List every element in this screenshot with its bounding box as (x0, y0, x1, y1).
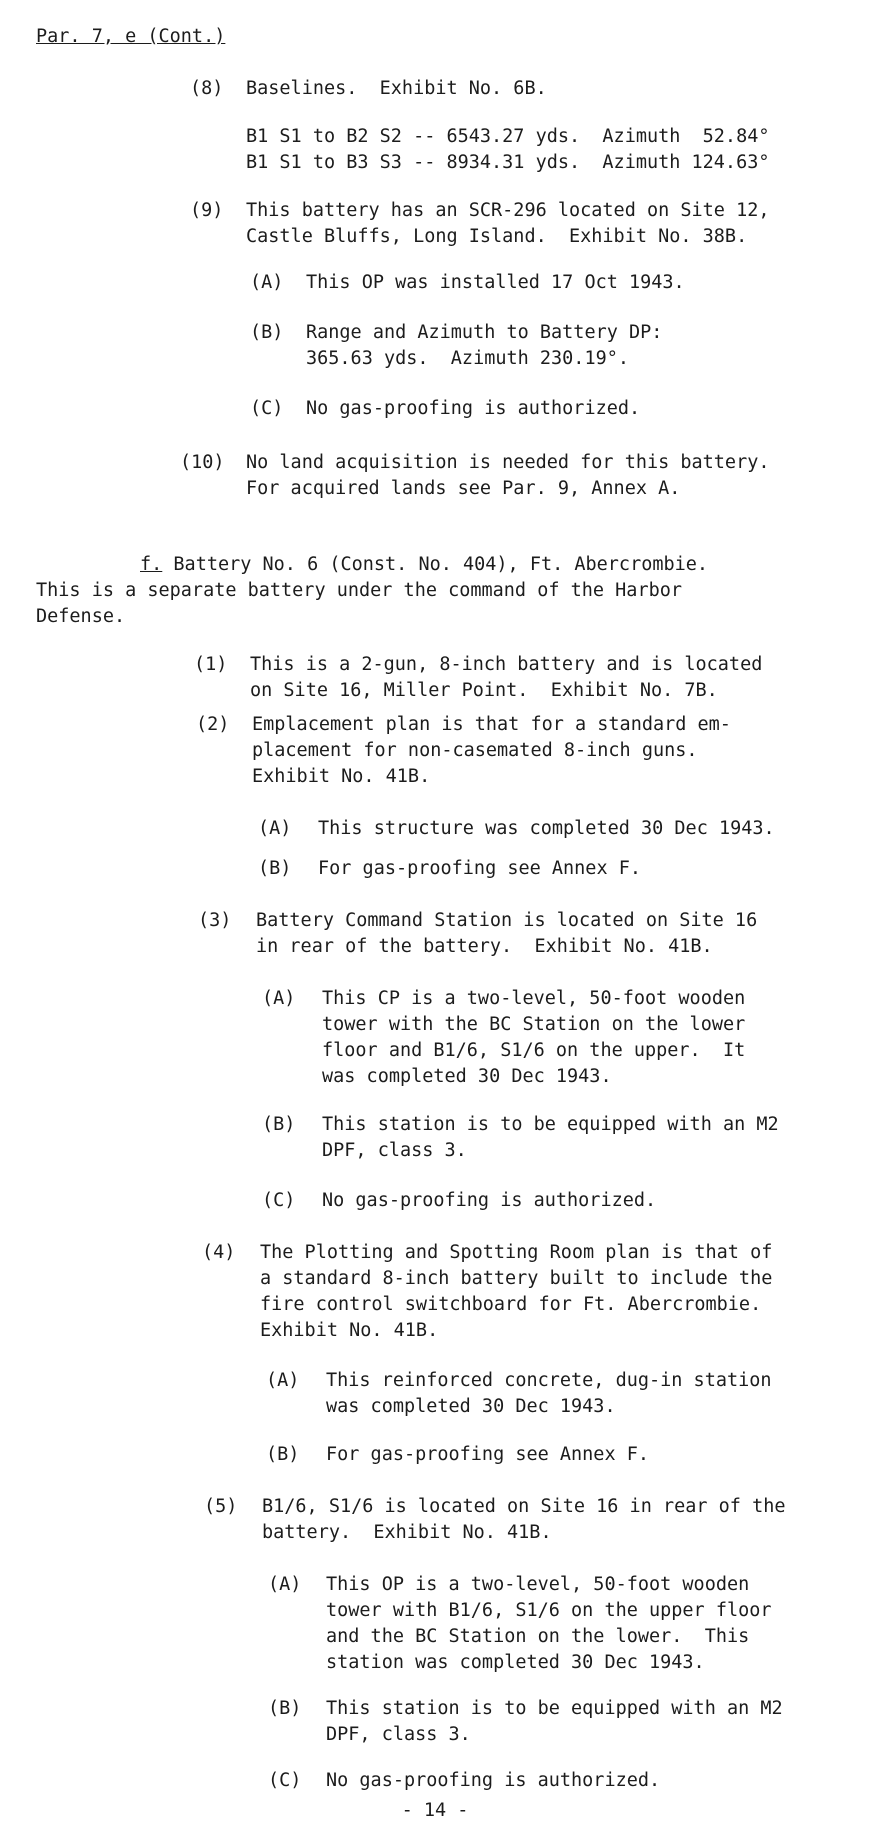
item-number: (A) (258, 818, 292, 839)
item-number: (B) (268, 1698, 302, 1719)
section-letter: f. (140, 554, 163, 575)
item-number: (10) (180, 452, 225, 473)
item-text-line: This reinforced concrete, dug-in station (326, 1370, 772, 1391)
item-text-line: This is a 2-gun, 8-inch battery and is located (250, 654, 763, 675)
item-text-line: in rear of the battery. Exhibit No. 41B. (256, 936, 713, 957)
item-4-A (266, 1368, 866, 1420)
item-text-line: on Site 16, Miller Point. Exhibit No. 7B. (250, 680, 718, 701)
item-text-line: This station is to be equipped with an M2 (322, 1114, 779, 1135)
baseline-table (246, 124, 846, 176)
item-text-line: No gas-proofing is authorized. (326, 1770, 661, 1791)
item-3-A (262, 986, 862, 1090)
item-text-line: floor and B1/6, S1/6 on the upper. It (322, 1040, 746, 1061)
item-text-line: B1/6, S1/6 is located on Site 16 in rear of the (262, 1496, 786, 1517)
item-number: (B) (250, 322, 284, 343)
item-2-A (258, 816, 858, 842)
item-9-C (250, 396, 850, 422)
item-2 (196, 712, 846, 790)
item-number: (3) (198, 910, 232, 931)
item-text-line: This CP is a two-level, 50-foot wooden (322, 988, 746, 1009)
item-text-line: For gas-proofing see Annex F. (326, 1444, 650, 1465)
item-number: (9) (190, 200, 224, 221)
item-10 (180, 450, 860, 502)
item-3-C (262, 1188, 862, 1214)
item-1 (194, 652, 844, 704)
item-9-B (250, 320, 850, 372)
item-8 (190, 76, 840, 102)
item-3 (198, 908, 848, 960)
item-number: (C) (268, 1770, 302, 1791)
item-text-line: a standard 8-inch battery built to include the (260, 1268, 773, 1289)
item-number: (B) (258, 858, 292, 879)
item-number: (1) (194, 654, 228, 675)
item-4 (202, 1240, 862, 1344)
item-text-line: No gas-proofing is authorized. (306, 398, 641, 419)
item-text-line: For gas-proofing see Annex F. (318, 858, 642, 879)
baseline-line: B1 S1 to B3 S3 -- 8934.31 yds. Azimuth 124.63° (246, 152, 770, 173)
section-f-line: Defense. (36, 606, 126, 627)
item-4-B (266, 1442, 866, 1468)
item-text-line: For acquired lands see Par. 9, Annex A. (246, 478, 681, 499)
item-number: (4) (202, 1242, 236, 1263)
item-5-C (268, 1768, 868, 1794)
item-text-line: This OP was installed 17 Oct 1943. (306, 272, 685, 293)
item-5 (204, 1494, 864, 1546)
item-text-line: was completed 30 Dec 1943. (326, 1396, 616, 1417)
item-text-line: This structure was completed 30 Dec 1943. (318, 818, 775, 839)
item-number: (A) (250, 272, 284, 293)
item-text-line: 365.63 yds. Azimuth 230.19°. (306, 348, 630, 369)
item-number: (A) (262, 988, 296, 1009)
item-text-line: Castle Bluffs, Long Island. Exhibit No. 38B. (246, 226, 748, 247)
item-text-line: was completed 30 Dec 1943. (322, 1066, 612, 1087)
item-5-B (268, 1696, 868, 1748)
item-number: (B) (262, 1114, 296, 1135)
baseline-line: B1 S1 to B2 S2 -- 6543.27 yds. Azimuth 52.84° (246, 126, 770, 147)
item-text-line: Emplacement plan is that for a standard em- (252, 714, 731, 735)
item-number: (8) (190, 78, 224, 99)
item-number: (C) (250, 398, 284, 419)
item-text-line: DPF, class 3. (322, 1140, 467, 1161)
item-text-line: Range and Azimuth to Battery DP: (306, 322, 663, 343)
item-text-line: station was completed 30 Dec 1943. (326, 1652, 705, 1673)
item-text-line: DPF, class 3. (326, 1724, 471, 1745)
item-text-line: No land acquisition is needed for this battery. (246, 452, 770, 473)
item-text-line: battery. Exhibit No. 41B. (262, 1522, 552, 1543)
item-text-line: tower with B1/6, S1/6 on the upper floor (326, 1600, 772, 1621)
section-f-first-line (36, 552, 836, 578)
item-text-line: and the BC Station on the lower. This (326, 1626, 750, 1647)
item-number: (B) (266, 1444, 300, 1465)
item-text-line: Battery Command Station is located on Site 16 (256, 910, 758, 931)
item-text-line: No gas-proofing is authorized. (322, 1190, 657, 1211)
item-text-line: This OP is a two-level, 50-foot wooden (326, 1574, 750, 1595)
item-text-line: placement for non-casemated 8-inch guns. (252, 740, 698, 761)
item-text-line: This battery has an SCR-296 located on Site 12, (246, 200, 770, 221)
item-number: (A) (268, 1574, 302, 1595)
item-5-A (268, 1572, 868, 1676)
item-text-line: Exhibit No. 41B. (252, 766, 431, 787)
item-number: (A) (266, 1370, 300, 1391)
item-9-A (250, 270, 850, 296)
item-text-line: Exhibit No. 41B. (260, 1320, 439, 1341)
item-3-B (262, 1112, 862, 1164)
item-text-line: tower with the BC Station on the lower (322, 1014, 746, 1035)
item-number: (5) (204, 1496, 238, 1517)
item-number: (2) (196, 714, 230, 735)
item-text-line: Baselines. Exhibit No. 6B. (246, 78, 547, 99)
item-number: (C) (262, 1190, 296, 1211)
section-f-title: Battery No. 6 (Const. No. 404), Ft. Abercrombie. (162, 554, 709, 575)
item-text-line: fire control switchboard for Ft. Abercrombie. (260, 1294, 762, 1315)
item-9 (190, 198, 840, 250)
item-2-B (258, 856, 858, 882)
item-text-line: This station is to be equipped with an M2 (326, 1698, 783, 1719)
section-f-paragraph (36, 552, 836, 630)
paragraph-header: Par. 7, e (Cont.) (36, 26, 226, 47)
section-f-line: This is a separate battery under the command of the Harbor (36, 580, 683, 601)
page-number: - 14 - (401, 1800, 469, 1821)
item-text-line: The Plotting and Spotting Room plan is that of (260, 1242, 773, 1263)
